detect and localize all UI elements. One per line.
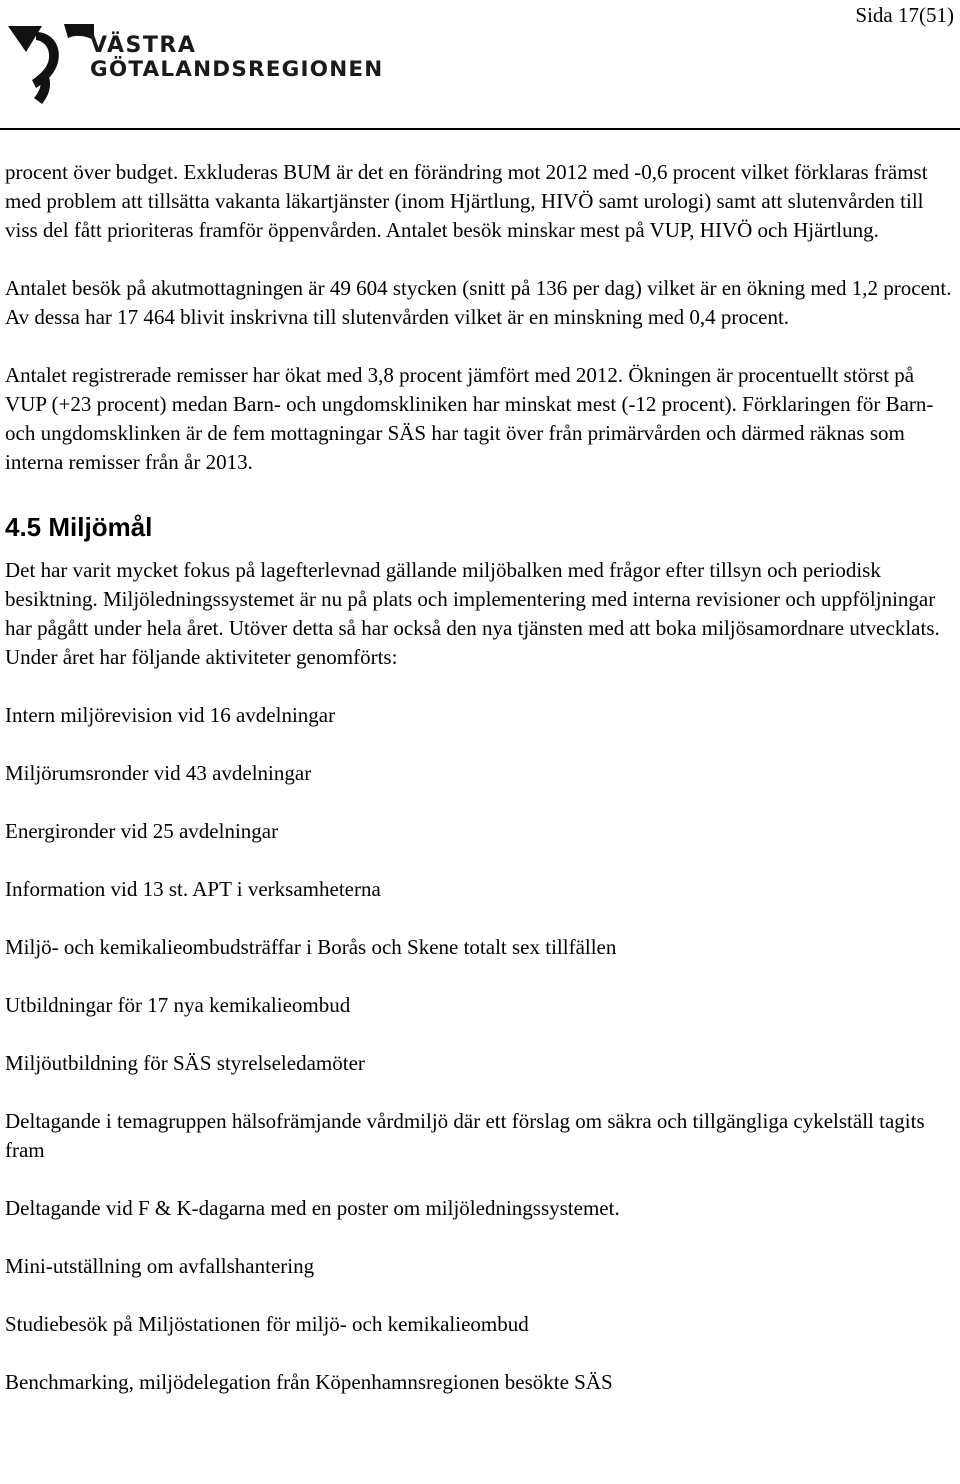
paragraph-budget: procent över budget. Exkluderas BUM är det en förändring mot 2012 med -0,6 procent vilket förklaras främst med problem att tillsätta vakanta läkartjänster (inom Hjärtlung, HIVÖ samt urologi) samt att slutenvården till viss del fått prioriteras framför öppenvården. Antalet besök minskar mest på VUP, HIVÖ och Hjärtlung.	[5, 160, 928, 242]
list-item: Benchmarking, miljödelegation från Köpenhamnsregionen besökte SÄS	[5, 1370, 613, 1394]
list-item: Utbildningar för 17 nya kemikalieombud	[5, 993, 351, 1017]
list-item: Miljö- och kemikalieombudsträffar i Borås och Skene totalt sex tillfällen	[5, 935, 617, 959]
list-item: Miljörumsronder vid 43 avdelningar	[5, 761, 312, 785]
list-item: Studiebesök på Miljöstationen för miljö- och kemikalieombud	[5, 1312, 529, 1336]
section-intro: Det har varit mycket fokus på lagefterlevnad gällande miljöbalken med frågor efter tillsyn och periodisk besiktning. Miljöledningssystemet är nu på plats och implementering med interna revisioner och uppföljningar har pågått under hela året. Utöver detta så har också den nya tjänsten med att boka miljösamordnare utvecklats. Under året har följande aktiviteter genomförts:	[5, 558, 940, 669]
activity-list	[5, 701, 957, 1397]
list-item: Information vid 13 st. APT i verksamheterna	[5, 877, 381, 901]
section-heading: 4.5 Miljömål	[5, 512, 153, 542]
logo-line-1: VÄSTRA	[90, 33, 197, 58]
list-item: Mini-utställning om avfallshantering	[5, 1254, 315, 1278]
list-item: Deltagande i temagruppen hälsofrämjande vårdmiljö där ett förslag om säkra och tillgängliga cykelställ tagits fram	[5, 1109, 925, 1162]
vastra-gotalandsregionen-logo	[6, 22, 386, 106]
logo-wordmark	[90, 34, 383, 82]
paragraph-referrals: Antalet registrerade remisser har ökat med 3,8 procent jämfört med 2012. Ökningen är procentuellt störst på VUP (+23 procent) medan Barn- och ungdomskliniken har minskat mest (-12 procent). Förklaringen för Barn- och ungdomsklinken är de fem mottagningar SÄS har tagit över från primärvården och därmed räknas som interna remisser från år 2013.	[5, 363, 934, 474]
page-number: Sida 17(51)	[855, 3, 954, 27]
region-logo-icon	[6, 22, 94, 106]
list-item: Deltagande vid F & K-dagarna med en poster om miljöledningssystemet.	[5, 1196, 620, 1220]
list-item: Energironder vid 25 avdelningar	[5, 819, 279, 843]
logo-line-2: GÖTALANDSREGIONEN	[90, 57, 384, 82]
list-item: Intern miljörevision vid 16 avdelningar	[5, 703, 336, 727]
header-divider	[0, 128, 960, 130]
paragraph-emergency-visits: Antalet besök på akutmottagningen är 49 604 stycken (snitt på 136 per dag) vilket är en ökning med 1,2 procent. Av dessa har 17 464 blivit inskrivna till slutenvården vilket är en minskning med 0,4 procent.	[5, 276, 952, 329]
document-body	[5, 158, 957, 1397]
list-item: Miljöutbildning för SÄS styrelseledamöter	[5, 1051, 365, 1075]
